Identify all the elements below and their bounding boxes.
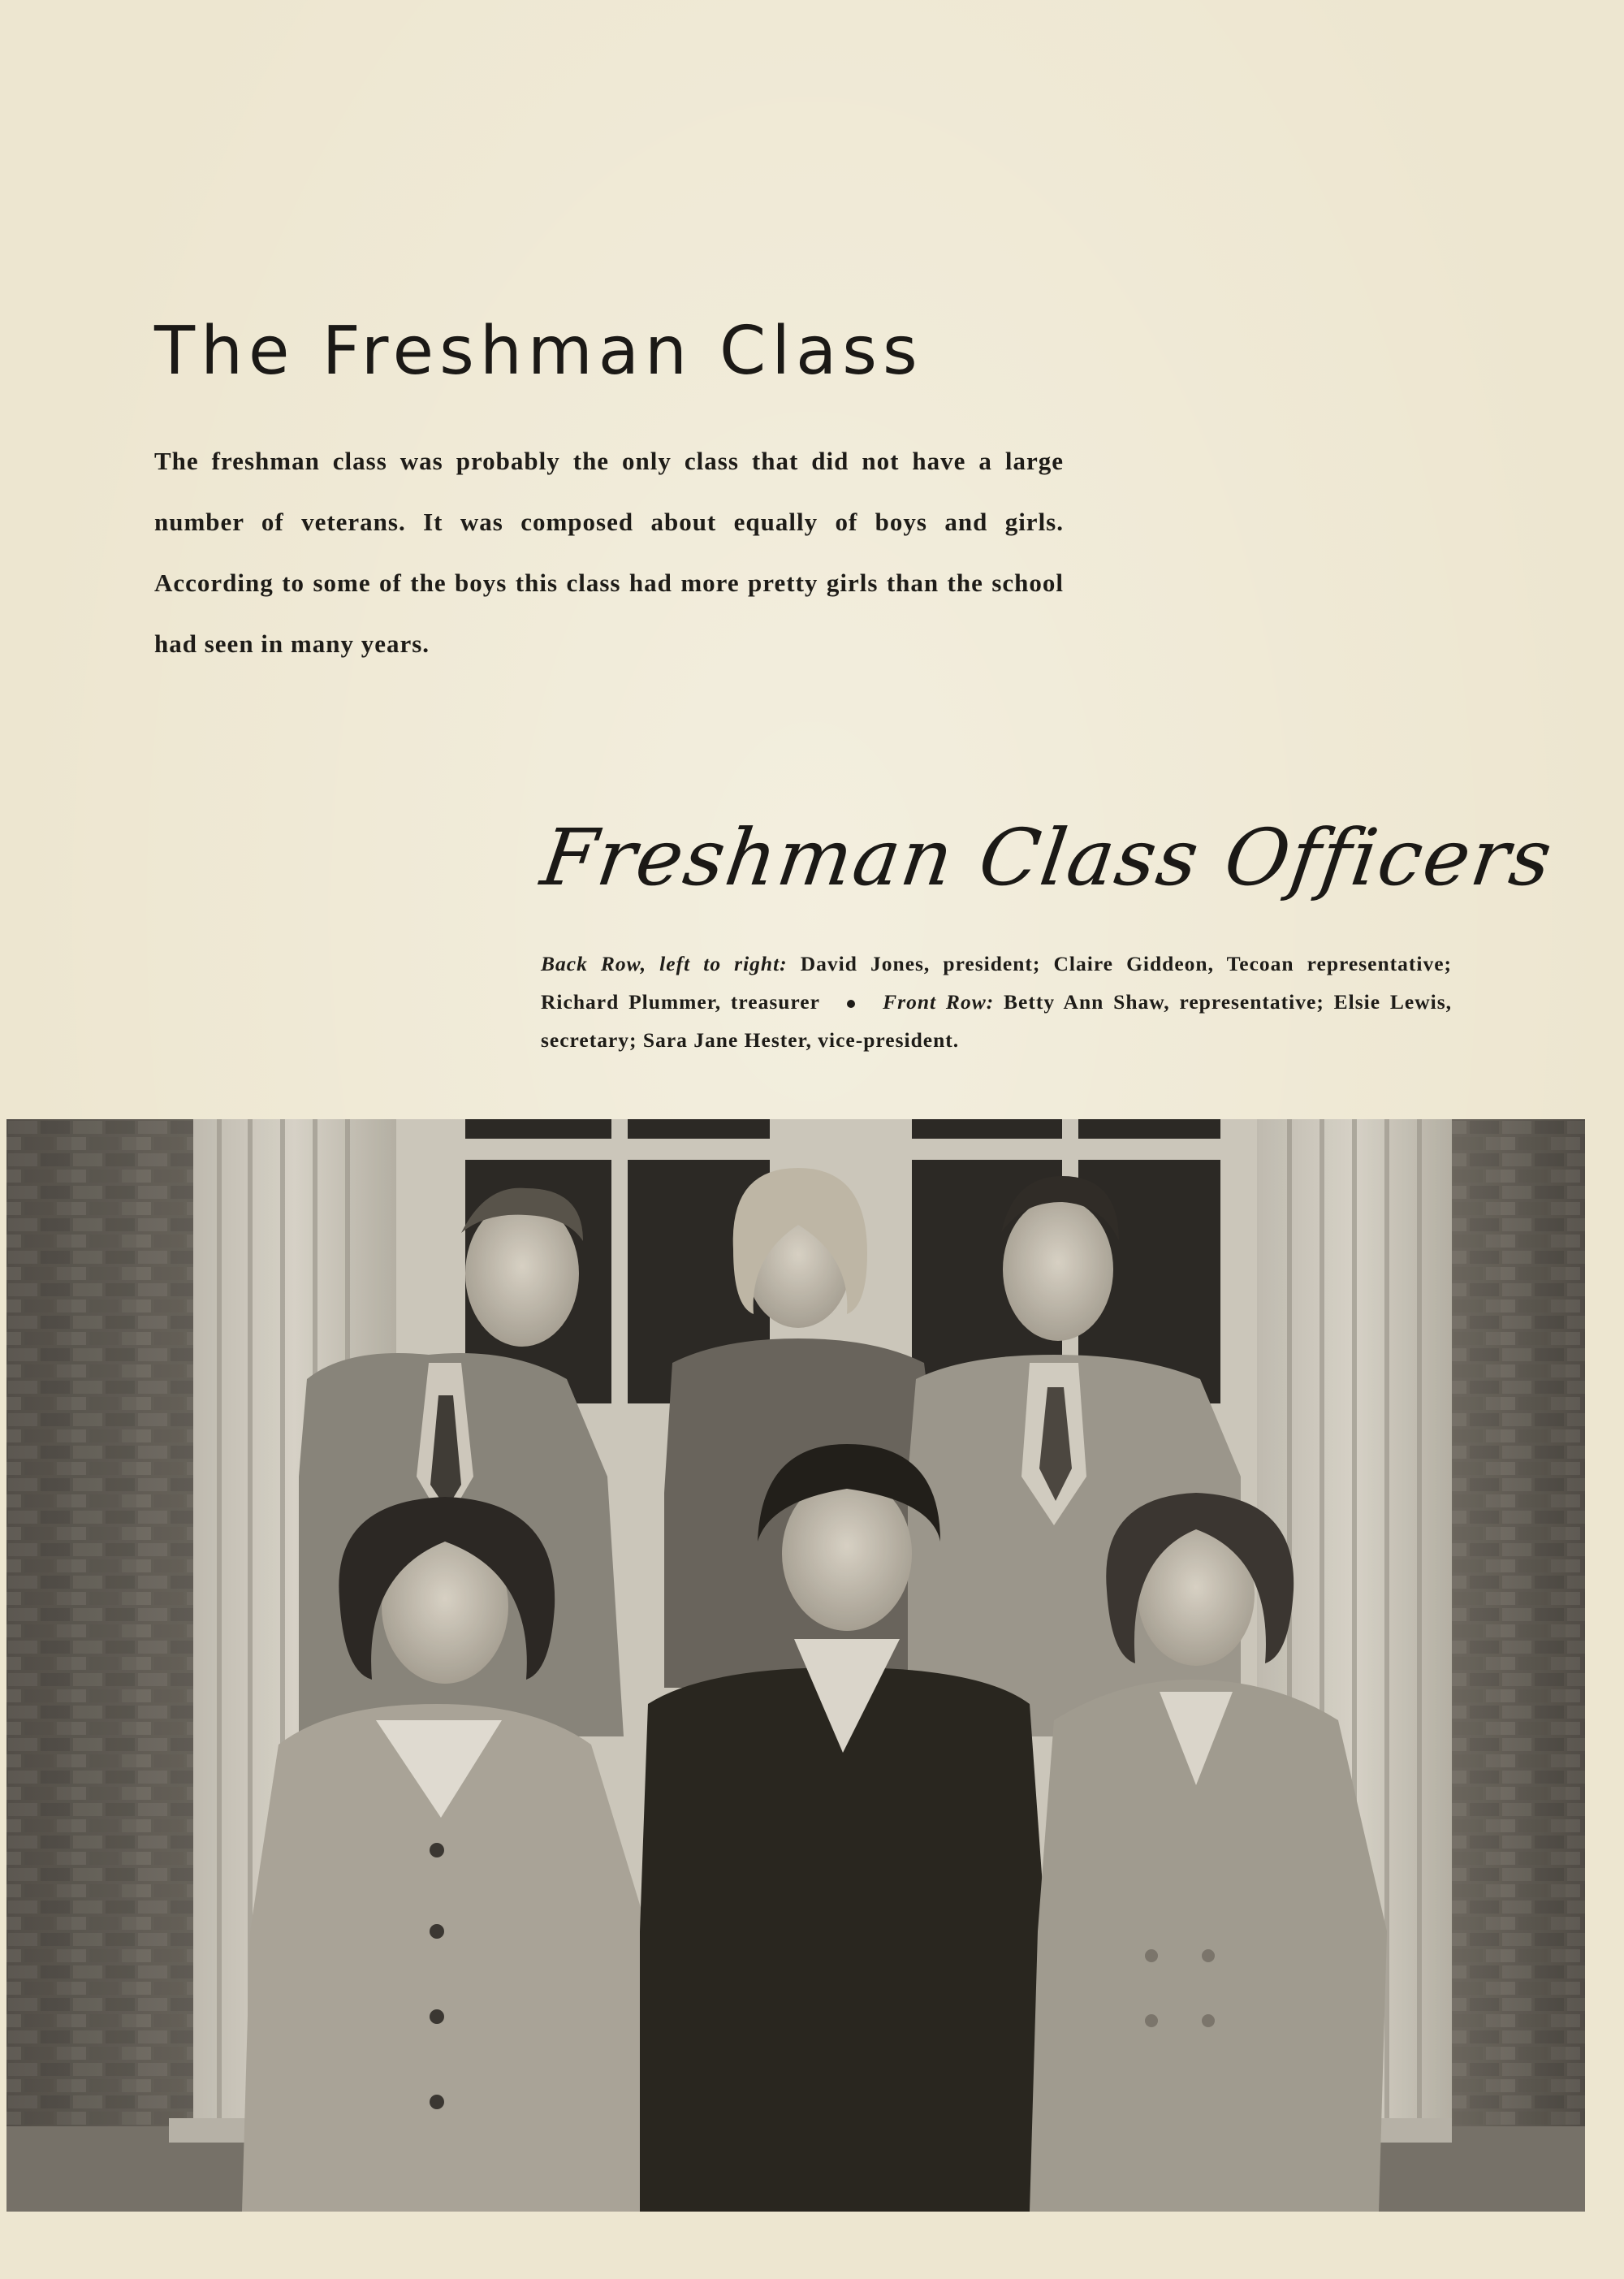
officers-title: Freshman Class Officers bbox=[536, 812, 1559, 903]
group-photo-icon bbox=[6, 1119, 1585, 2212]
back-row-names: David Jones, president; Claire Giddeon, Tecoan representative; Richard Plummer, treasurer bbox=[541, 952, 1452, 1014]
intro-paragraph: The freshman class was probably the only class that did not have a large number of veterans. It was composed about equally of boys and girls. According to some of the boys this class had more pretty girls than the school had seen in many years. bbox=[154, 447, 1064, 658]
back-row-label: Back Row, left to right: bbox=[541, 952, 788, 975]
front-row-names: Betty Ann Shaw, representative; Elsie Lewis, secretary; Sara Jane Hester, vice-president. bbox=[541, 990, 1453, 1052]
page-heading: The Freshman Class bbox=[154, 313, 923, 390]
officers-caption bbox=[541, 945, 1452, 1059]
officers-photo bbox=[6, 1119, 1585, 2212]
front-row-label: Front Row: bbox=[883, 990, 995, 1014]
bullet-separator bbox=[847, 1000, 855, 1008]
